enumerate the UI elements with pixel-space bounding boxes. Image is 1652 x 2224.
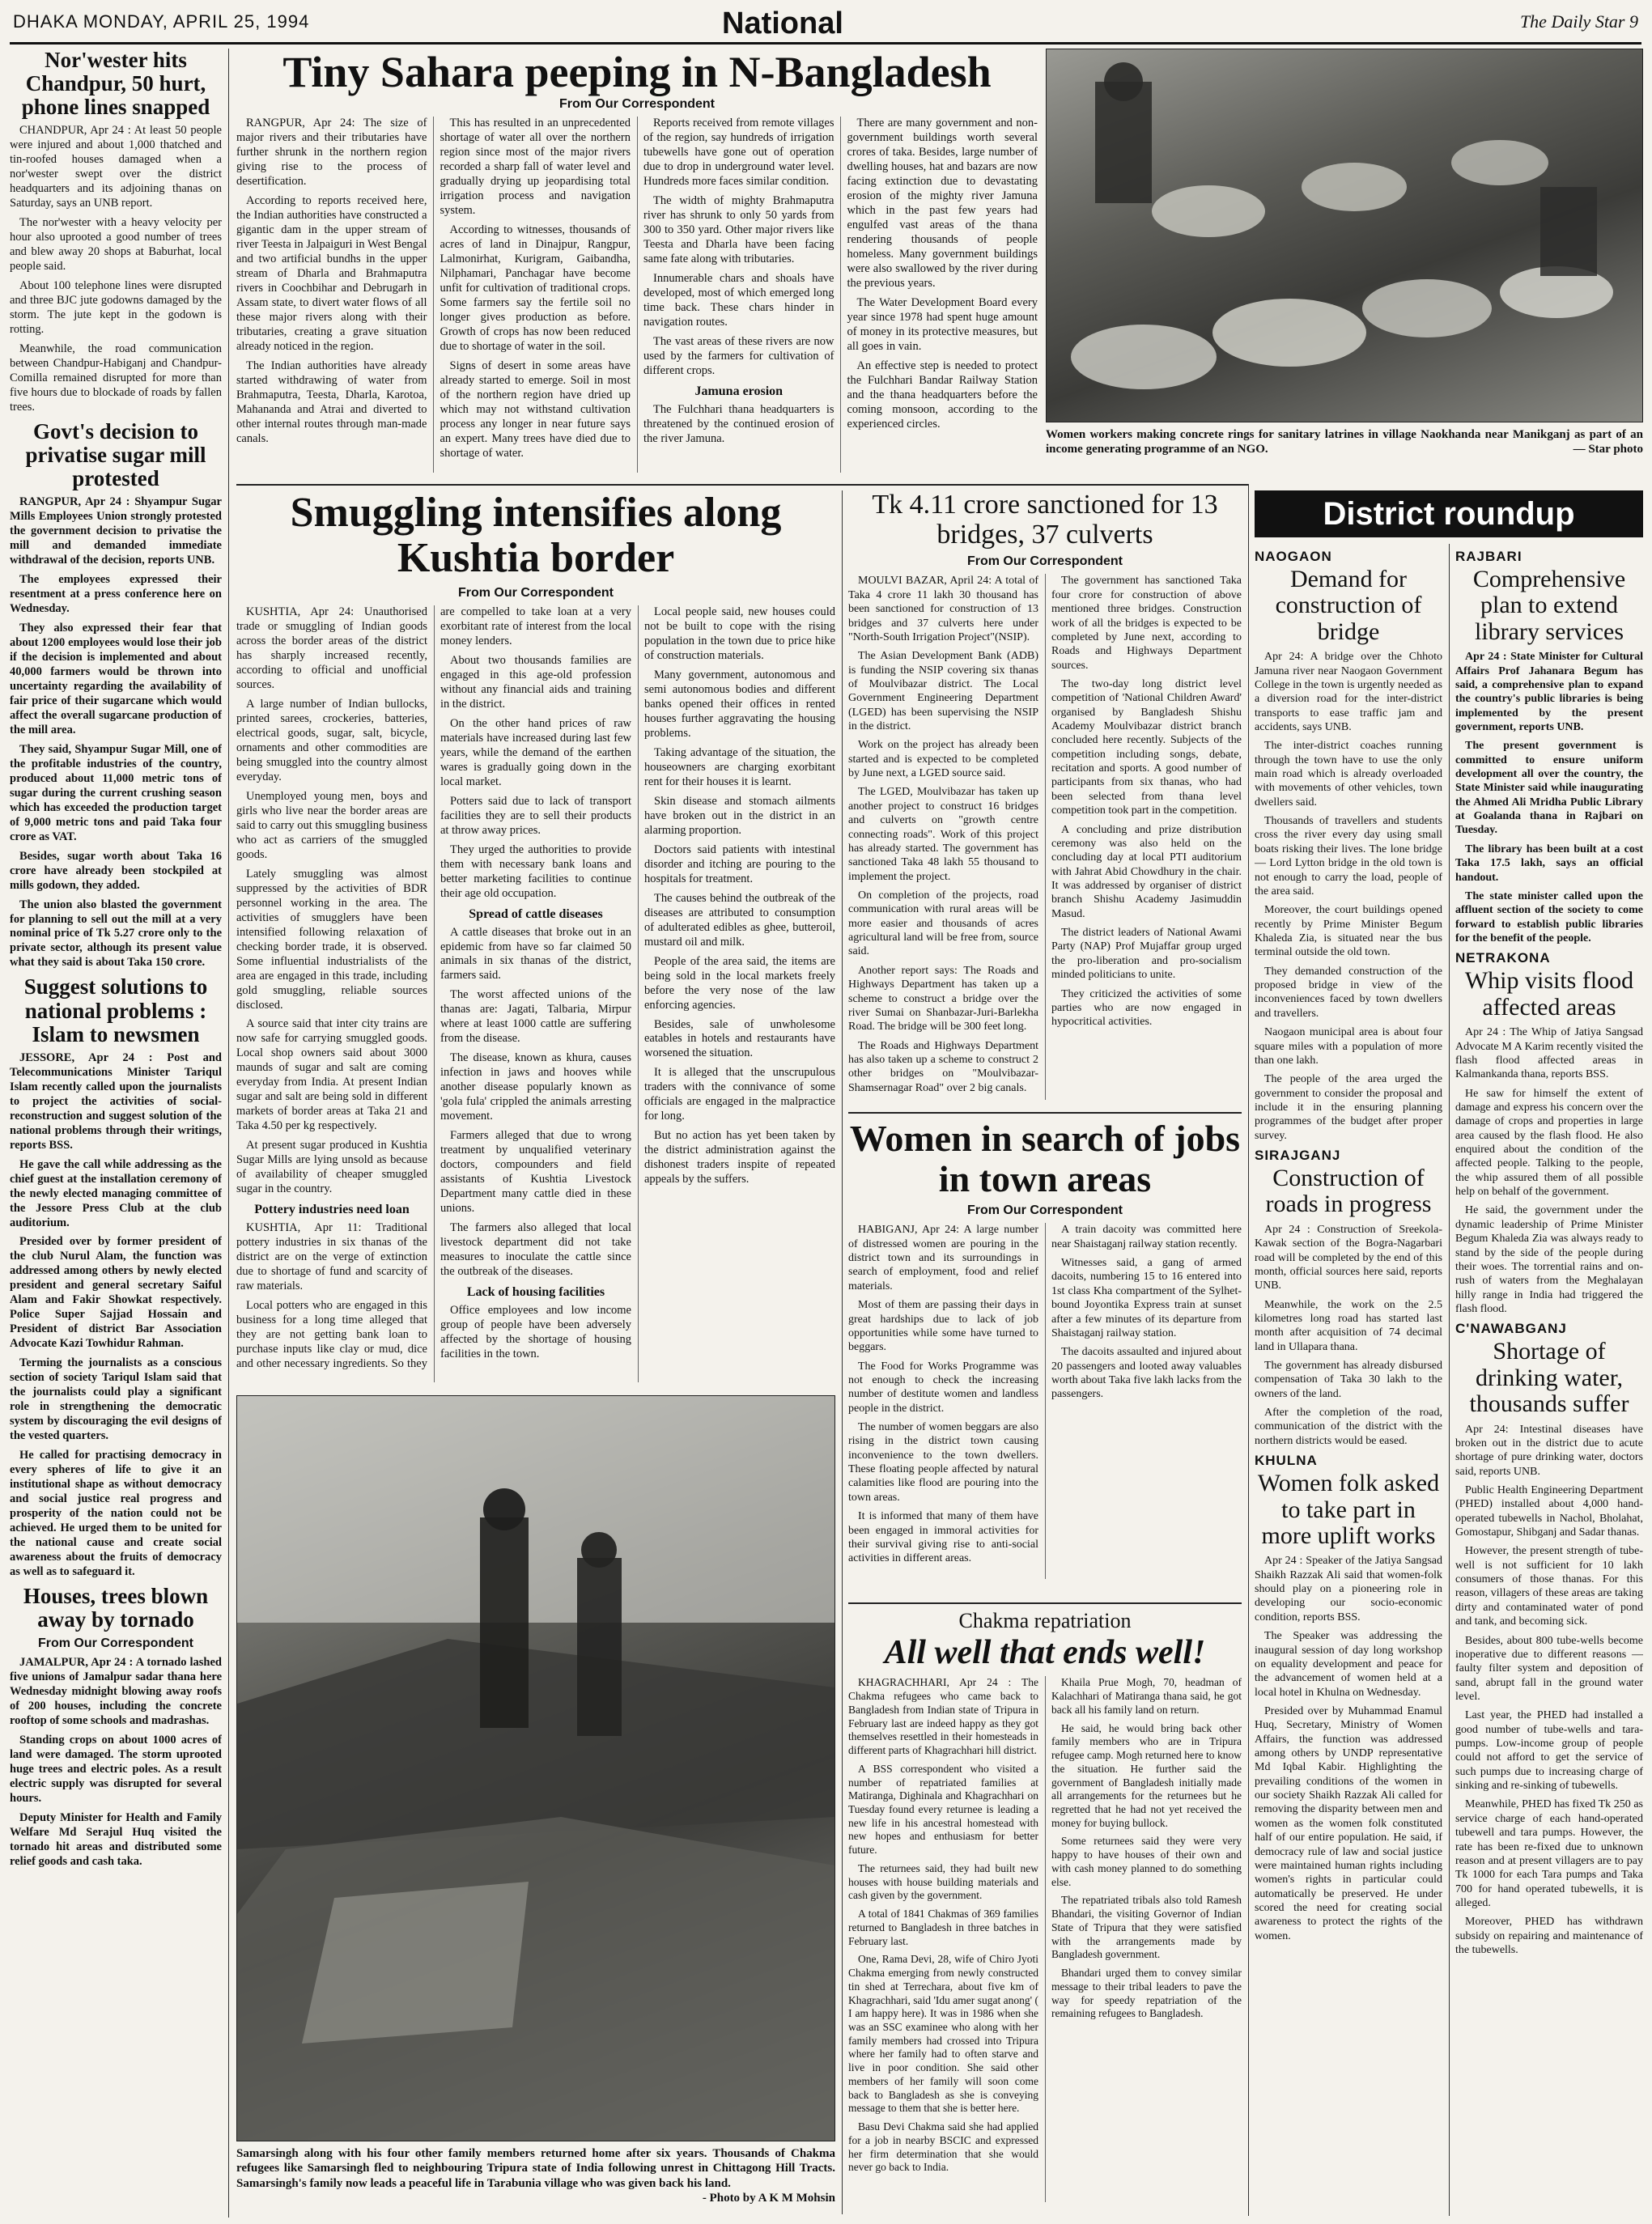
paragraph: The Indian authorities have already started withdrawing of water from Brahmaputra, Teesta, Dharla, Karotoa, Mahananda and Atrai and diverted to other internal routes through man-made canals.	[236, 359, 427, 445]
paragraph: Khaila Prue Mogh, 70, headman of Kalachhari of Matiranga thana said, he got back all his family land on return.	[1051, 1676, 1242, 1716]
paragraph: The Food for Works Programme was not enough to check the increasing number of destitute women and landless people in the district.	[848, 1360, 1038, 1415]
paragraph: The LGED, Moulvibazar has taken up another project to construct 16 bridges and culverts on "growth centre connecting roads". Work of this project has already started. The government has sanctioned Taka 48 lakh 55 thousand to implement the project.	[848, 786, 1038, 883]
paragraph: The width of mighty Brahmaputra river has shrunk to only 50 yards from 300 to 350 yard. Other major rivers like Teesta and Dharla have been facing same fate along with tributaries.	[643, 194, 834, 266]
paragraph: Thousands of travellers and students cross the river every day using small boats risking their lives. The lone bridge — Lord Lytton bridge in the old town is not enough to carry the load, people of the area said.	[1255, 815, 1442, 898]
place-label: NETRAKONA	[1455, 950, 1551, 966]
paragraph: MOULVI BAZAR, April 24: A total of Taka 4 crore 11 lakh 30 thousand has been sanctioned for construction of 13 bridges and 37 culverts here under "North-South Irrigation Project"(NSIP).	[848, 575, 1038, 643]
paragraph: Meanwhile, the work on the 2.5 kilometres long road has started last month after acquisition of 74 decimal land in Ullapara thana.	[1255, 1298, 1442, 1353]
column-rule	[1248, 484, 1249, 2216]
headline: All well that ends well!	[884, 1634, 1206, 1671]
headline: Govt's decision to privatise sugar mill protested	[25, 418, 206, 491]
paragraph: The vast areas of these rivers are now used by the farmers for cultivation of different crops.	[643, 334, 834, 377]
horizontal-rule	[848, 1112, 1242, 1114]
photo-samarsingh	[236, 1395, 835, 2216]
paragraph: The union also blasted the government for planning to sell out the mill at a very nominal price of Tk 5.27 crore only to the private sector, although its present value what they said is about Taka 150 crore.	[10, 898, 222, 970]
headline: Whip visits flood affected areas	[1464, 967, 1634, 1021]
place-label: RAJBARI	[1455, 549, 1522, 564]
section-title: National	[722, 6, 843, 40]
paragraph: An effective step is needed to protect the Fulchhari Bandar Railway Station and the thana headquarters before the coming monsoon, according to the experienced circles.	[847, 359, 1038, 431]
left-column	[10, 49, 222, 2218]
subheading: Spread of cattle diseases	[469, 906, 603, 921]
paragraph: People of the area said, the items are being sold in the local markets freely before the very nose of the law enforcing agencies.	[644, 954, 835, 1012]
paragraph: The library has been built at a cost Taka 17.5 lakh, says an official handout.	[1455, 842, 1643, 884]
paragraph: Apr 24 : The Whip of Jatiya Sangsad Advocate M A Karim recently visited the flash flood affected areas in Kalmankanda thana, reports BSS.	[1455, 1026, 1643, 1081]
roundup-item-khulna	[1255, 1453, 1442, 1943]
paragraph: JESSORE, Apr 24 : Post and Telecommunications Minister Tariqul Islam recently called upon the journalists to project the activities of social-reconstruction and suggest solution of the national problems through their writings, reports BSS.	[10, 1050, 222, 1152]
paragraph: Local people said, new houses could not be built to cope with the rising population in the town due to price hike of construction materials.	[644, 605, 835, 663]
paragraph: But no action has yet been taken by the district administration against the dishonest traders inspite of repeated appeals by the suffers.	[644, 1129, 835, 1186]
paragraph: The present government is committed to ensure uniform development all over the country, the State Minister said while inaugurating the Ahmed Ali Mridha Public Library at Goalanda thana in Rajbari on Tuesday.	[1455, 740, 1643, 837]
article-body	[1455, 1423, 1643, 1958]
article-body	[848, 574, 1242, 1100]
headline: Tiny Sahara peeping in N-Bangladesh	[282, 49, 992, 96]
paragraph: A train dacoity was committed here near Shaistaganj railway station recently.	[1051, 1224, 1242, 1250]
paragraph: Naogaon municipal area is about four square miles with a population of more than one lakh.	[1255, 1026, 1442, 1067]
paragraph: The two-day long district level competition of 'National Children Award' organised by Bangladesh Shishu Academy Moulvibazar district branch concluded here recently. Subjects of the competition including songs, debate, recitation and sports. A good number of participants from six thanas, who had been selected from thana level competition took part in the competition.	[1051, 677, 1242, 817]
place-label: C'NAWABGANJ	[1455, 1321, 1567, 1337]
paragraph: A total of 1841 Chakmas of 369 families returned to Bangladesh in three batches in February last.	[848, 1908, 1038, 1947]
column-rule	[228, 49, 229, 2218]
paragraph: The government has sanctioned Taka four crore for construction of above mentioned three bridges. Construction work of all the bridges is expected to be completed by June next, according to Roads and Highways Department sources.	[1051, 575, 1242, 672]
paragraph: The farmers also alleged that local livestock department did not take measures to inoculate the cattle since the outbreak of the diseases.	[440, 1220, 631, 1278]
roundup-item-cnawabganj	[1455, 1321, 1643, 1957]
roundup-item-sirajganj	[1255, 1148, 1442, 1448]
paragraph: Standing crops on about 1000 acres of land were damaged. The storm uprooted huge trees and electric poles. As a result electric supply was disrupted for several hours.	[10, 1733, 222, 1805]
paragraph: A concluding and prize distribution ceremony was also held on the concluding day at local PTI auditorium with Jahrat Abid Chowdhury in the chair. It was addressed by organiser of district branch Shishu Academy Jasimuddin Masud.	[1051, 823, 1242, 920]
headline: Houses, trees blown away by tornado	[23, 1583, 209, 1632]
paragraph: Local potters who are engaged in this business for a long time alleged that they are not getting bank loan to purchase inputs like clay or mud, dice and other necessary ingredients. So they are compelled to take loan at a very exorbitant rate of interest from the local money lenders.	[236, 605, 631, 1370]
article-sahara	[236, 49, 1038, 477]
paragraph: KUSHTIA, Apr 11: Traditional pottery industries in six thanas of the district are on the verge of extinction due to shortage of fund and scarcity of raw materials.	[236, 1220, 427, 1292]
headline: Nor'wester hits Chandpur, 50 hurt, phone lines snapped	[21, 49, 210, 120]
paragraph: He called for practising democracy in every spheres of life to give it an institutional shape as without democracy and social justice real progress and prosperity of the nation could not be achieved. He urged them to be united for the national cause and create social awareness about the fruits of democracy as well as to safeguard it.	[10, 1449, 222, 1578]
paragraph: Besides, about 800 tube-wells become inoperative due to different reasons — faulty filter system and deposition of sand, abrupt fall in the ground water level.	[1455, 1634, 1643, 1703]
paragraph: The people of the area urged the government to consider the proposal and include it in the ensuring planning programmes of the budget after proper survey.	[1255, 1073, 1442, 1142]
paragraph: On the other hand prices of raw materials have increased during last few years, while the demand of the earthen wares is gradually going down in the local market.	[440, 717, 631, 788]
paragraph: He said, the government under the dynamic leadership of Prime Minister Begum Khaleda Zia was always ready to stand by the side of the people during their woes. The torrential rains and on-rush of waters from the Meghalayan hilly range in India had triggered the flash flood.	[1455, 1204, 1643, 1315]
paragraph: Besides, sugar worth about Taka 16 crore have already been stockpiled at mills godown, they added.	[10, 849, 222, 892]
column-rule	[842, 490, 843, 2214]
paragraph: The Water Development Board every year since 1978 had spent huge amount of money in its protective measures, but all goes in vain.	[847, 295, 1038, 353]
paragraph: Apr 24: A bridge over the Chhoto Jamuna river near Naogaon Government College in the town is urgently needed as a diversion road for the inter-district transports to ease traffic jam and accidents, says UNB.	[1255, 651, 1442, 733]
paragraph: Farmers alleged that due to wrong treatment by unqualified veterinary doctors, compounders and field assistants of Kushtia Livestock Department many cattle died in these unions.	[440, 1129, 631, 1215]
paragraph: About 100 telephone lines were disrupted and three BJC jute godowns damaged by the storm. The jute kept in the godown is rotting.	[10, 279, 222, 337]
article-body	[1255, 1223, 1442, 1448]
headline: Tk 4.11 crore sanctioned for 13 bridges, 37 culverts	[872, 490, 1218, 550]
article-body	[848, 1676, 1242, 2202]
paragraph: KHAGRACHHARI, Apr 24 : The Chakma refugees who came back to Bangladesh from Indian state of Tripura in February last are indeed happy as they got themselves resettled in their homesteads in different parts of Khagrachhari hill district.	[848, 1676, 1038, 1757]
article-bridges	[848, 490, 1242, 1106]
byline: From Our Correspondent	[966, 554, 1123, 569]
article-journalists	[10, 975, 222, 1579]
paragraph: Deputy Minister for Health and Family Welfare Md Serajul Huq visited the tornado hit areas and distributed some relief goods and cash taka.	[10, 1810, 222, 1868]
district-roundup-banner: District roundup	[1255, 490, 1643, 537]
district-roundup-col1	[1255, 544, 1442, 2216]
paragraph: Terming the journalists as a conscious section of society Tariqul Islam said that the journalists could play a significant role in strengthening the democratic system by discouraging the evil designs of the vested quarters.	[10, 1356, 222, 1443]
paragraph: According to reports received here, the Indian authorities have constructed a gigantic dam in the upper stream of river Teesta in Jalpaiguri in West Bengal and two artificial bundhs in the upper stream of Dharla and Brahmaputra rivers in Coochbihar and Debrugarh in Assam state, to divert water flows of all these major rivers along with their tributaries, creating a grave situation already noticed in the region.	[236, 194, 427, 353]
subheading: Jamuna erosion	[694, 384, 784, 398]
paragraph: He gave the call while addressing as the chief guest at the installation ceremony of the newly elected managing committee of the Jessore Press Club at the club auditorium.	[10, 1157, 222, 1229]
article-smuggling	[236, 490, 835, 1389]
roundup-item-rajbari	[1455, 549, 1643, 945]
roundup-item-naogaon	[1255, 549, 1442, 1143]
paragraph: The district leaders of National Awami Party (NAP) Prof Mujaffar group urged the pro-liberation and pro-socialism minded politicians to unite.	[1051, 927, 1242, 982]
paragraph: Besides, sale of unwholesome eatables in hotels and restaurants have worsened the situation.	[644, 1017, 835, 1060]
photo-concrete-rings	[1046, 49, 1643, 477]
section-kicker: Chakma repatriation	[958, 1609, 1132, 1632]
paragraph: He saw for himself the extent of damage and express his concern over the damage of crops and properties in large area caused by the flash flood. He also enquired about the condition of the affected people. Talking to the people, the whip assured them of all possible help on behalf of the government.	[1455, 1087, 1643, 1199]
paragraph: They also expressed their fear that about 1200 employees would lose their job if the decision is implemented and about 40,000 farmers would be thrown into uncertainty regarding the availability of fair price of their sugarcane which would affect the overall sugarcane production of the mill area.	[10, 622, 222, 736]
paragraph: Witnesses said, a gang of armed dacoits, numbering 15 to 16 entered into 1st class Kha compartment of the Sylhet-bound Joyontika Express train at sunset after a few minutes of its departure from Shaistaganj railway station.	[1051, 1257, 1242, 1339]
paragraph: Apr 24 : Construction of Sreekola-Kawak section of the Bogra-Nagarbari road will be completed by the end of this month, official sources here said, reports UNB.	[1255, 1223, 1442, 1292]
paragraph: The repatriated tribals also told Ramesh Bhandari, the visiting Governor of Indian State of Tripura that they were satisfied with the arrangements made by Bangladesh government.	[1051, 1894, 1242, 1961]
headline: Smuggling intensifies along Kushtia border	[290, 490, 782, 582]
paragraph: Public Health Engineering Department (PHED) installed about 4,000 hand-operated tubewells in Nachol, Bholahat, Gomostapur, Shibganj and Sadar thanas.	[1455, 1483, 1643, 1539]
paragraph: The Roads and Highways Department has also taken up a scheme to construct 2 other bridges on "Moulvibazar-Shamsernagar Road" over 2 big canals.	[848, 1039, 1038, 1094]
article-tornado	[10, 1585, 222, 1870]
paragraph: This has resulted in an unprecedented shortage of water all over the northern region since most of the major rivers recorded a sharp fall of water level and gradually drying up jeopardising total irrigation process and navigation system.	[440, 117, 631, 218]
paragraph: He said, he would bring back other family members who are in Tripura refugee camp. Mogh returned here to know the situation. He further said the government of Bangladesh initially made all arrangements for the returnees but he regretted that he had not yet received the money for buying bullock.	[1051, 1721, 1242, 1829]
paragraph: Moreover, the court buildings opened recently by Prime Minister Begum Khaleda Zia, is situated near the bus terminal outside the old town.	[1255, 904, 1442, 959]
paragraph: They demanded construction of the proposed bridge in view of the inconveniences faced by town dwellers and travellers.	[1255, 965, 1442, 1020]
paragraph: Reports received from remote villages of the region, say hundreds of irrigation tubewells have gone out of operation due to drop in underground water level. Hundreds more faces similar condition.	[643, 117, 834, 189]
article-chakma	[848, 1609, 1242, 2216]
paragraph: The Speaker was addressing the inaugural session of day long workshop on equality development and peace for the advancement of women held at a local hotel in Khulna on Wednesday.	[1255, 1630, 1442, 1699]
paragraph: However, the present strength of tube-well is not sufficient for 10 lakh consumers of those thanas. For this reason, villagers of these areas are taking dirty and contaminated water of pond and tank, and becoming sick.	[1455, 1545, 1643, 1628]
paragraph: They said, Shyampur Sugar Mill, one of the profitable industries of the country, produced about 11,000 metric tons of sugar during the current crushing season which has exceeded the production target of 9,000 metric tons and paid Taka four crore as VAT.	[10, 742, 222, 843]
article-body	[10, 495, 222, 970]
byline: From Our Correspondent	[457, 586, 614, 601]
article-body	[1455, 1025, 1643, 1316]
headline: Comprehensive plan to extend library services	[1472, 566, 1626, 645]
paragraph: The dacoits assaulted and injured about 20 passengers and looted away valuables worth about Taka five lakh lacks from the passengers.	[1051, 1346, 1242, 1401]
headline: Demand for construction of bridge	[1275, 566, 1422, 645]
paragraph: Another report says: The Roads and Highways Department has taken up a scheme to construct a bridge over the river Sumai on Shanbazar-Juri-Barlekha Road. The bridge will be 300 feet long.	[848, 964, 1038, 1033]
paragraph: The causes behind the outbreak of the diseases are attributed to consumption of adulterated edibles as ghee, butteroil, mustard oil and milk.	[644, 891, 835, 949]
photo-illustration	[1047, 49, 1642, 422]
paragraph: Presided over by former president of the club Nurul Alam, the function was addressed among others by newly elected president and general secretary Saiful Alam and Fakir Showkat respectively. Police Super Sajjad Hossain and President of district Bar Association Advocate Kazi Towhidur Rahman.	[10, 1235, 222, 1351]
horizontal-rule	[236, 484, 1248, 486]
caption-text: Samarsingh along with his four other family members returned home after six years. Thousands of Chakma refugees like Samarsingh fled to neighbouring Tripura state of India following unrest in Chittagong Hill Tracts. Samarsingh's family now leads a peaceful life in Tarabunia village who was given back his land.	[236, 2147, 835, 2190]
article-norwester	[10, 49, 222, 415]
place-label: NAOGAON	[1255, 549, 1332, 564]
paragraph: Signs of desert in some areas have already started to emerge. Soil in most of the northern region have dried up which may not withstand cultivation process any longer in near future says an expert. Many trees have died due to shortage of water.	[440, 359, 631, 460]
paragraph: They urged the authorities to provide them with necessary bank loans and better marketing facilities to continue their age old occupation.	[440, 842, 631, 900]
paragraph: It is alleged that the unscrupulous traders with the connivance of some officials are engaged in the malpractice for long.	[644, 1066, 835, 1123]
paragraph: Most of them are passing their days in great hardships due to lack of job opportunities while some have turned to beggars.	[848, 1299, 1038, 1354]
byline: From Our Correspondent	[558, 97, 715, 112]
headline: Suggest solutions to national problems : Islam to newsmen	[23, 974, 208, 1046]
paragraph: The inter-district coaches running through the town have to use the only main road which is already overloaded with movements of other vehicles, town dwellers said.	[1255, 740, 1442, 809]
paragraph: Some returnees said they were very happy to have houses of their own and with cash money planned to do something else.	[1051, 1835, 1242, 1888]
article-body	[10, 1051, 222, 1580]
paragraph: RANGPUR, Apr 24 : Shyampur Sugar Mills Employees Union strongly protested the government decision to privatise the mill and demanded immediate withdrawal of the decision, reports UNB.	[10, 495, 222, 567]
paragraph: Meanwhile, the road communication between Chandpur-Habiganj and Chandpur-Comilla remained disrupted for more than five hours due to blockade of roads by fallen trees.	[10, 342, 222, 414]
paragraph: According to witnesses, thousands of acres of land in Dinajpur, Rangpur, Lalmonirhat, Kurigram, Gaibandha, Nilphamari, Panchagar have become unfit for cultivation of traditional crops. Some farmers say the fertile soil no longer gives production as before. Growth of crops has now been reduced due to shortage of water in the soil.	[440, 223, 631, 353]
photo-image	[236, 1395, 835, 2141]
paragraph: After the completion of the road, communication of the district with the northern districts would be eased.	[1255, 1407, 1442, 1447]
paragraph: Apr 24 : Speaker of the Jatiya Sangsad Shaikh Razzak Ali said that women-folk should play on a pioneering role in developing our socio-economic condition, reports BSS.	[1255, 1555, 1442, 1623]
page-number: The Daily Star 9	[1519, 11, 1638, 32]
paragraph: One, Rama Devi, 28, wife of Chiro Jyoti Chakma emerging from newly constructed tin shed at Terrechara, about five km of Khagrachhari, said 'Idu amer sugat anong' ( I am happy here). It was in 1986 when she was an SSC examinee who along with her family members had crossed into Tripura where her family had to often starve and live in poor condition. She said other members of her family will soon come back to Bangladesh as she is conveying message to them that she is better here.	[848, 1953, 1038, 2115]
paragraph: The nor'wester with a heavy velocity per hour also uprooted a good number of trees and blew away 20 shops at Baburhat, local people said.	[10, 216, 222, 274]
article-body	[236, 605, 835, 1382]
article-body	[1255, 1554, 1442, 1943]
district-roundup-col2	[1455, 544, 1643, 2216]
paragraph: A cattle diseases that broke out in an epidemic from have so far claimed 50 animals in six thanas of the district, farmers said.	[440, 925, 631, 983]
subheading: Lack of housing facilities	[466, 1284, 605, 1299]
paragraph: About two thousands families are engaged in this age-old profession without any financial aids and training in the district.	[440, 654, 631, 711]
article-body	[10, 124, 222, 414]
paragraph: The worst affected unions of the thanas are: Jagati, Talbaria, Mirpur where at least 1000 cattle are suffering from the disease.	[440, 988, 631, 1046]
masthead	[10, 5, 1641, 45]
subheading: Pottery industries need loan	[254, 1203, 410, 1217]
paragraph: CHANDPUR, Apr 24 : At least 50 people were injured and about 1,000 thatched and tin-roofed houses damaged when a nor'wester swept over the district headquarters and its adjoining thanas on Saturday, says an UNB report.	[10, 124, 222, 210]
paragraph: On completion of the projects, road communication with rural areas will be more easier and thousands of acres agricultural land will be free from, source said.	[848, 889, 1038, 958]
paragraph: Apr 24: Intestinal diseases have broken out in the district due to acute shortage of pure drinking water, doctors said, reports UNB.	[1455, 1423, 1643, 1478]
paragraph: The government has already disbursed compensation of Taka 30 lakh to the owners of the land.	[1255, 1360, 1442, 1400]
caption-text: Women workers making concrete rings for sanitary latrines in village Naokhanda near Manikganj as part of an income generating programme of an NGO.	[1046, 428, 1643, 456]
paragraph: Office employees and low income group of people have been adversely affected by the shortage of housing facilities in the town.	[440, 1303, 631, 1360]
article-body	[236, 117, 1038, 473]
paragraph: It is informed that many of them have been engaged in immoral activities for their survival giving rise to anti-social activities in different areas.	[848, 1510, 1038, 1565]
paragraph: Potters said due to lack of transport facilities they are to sell their products at throw away prices.	[440, 794, 631, 837]
paragraph: Work on the project has already been started and is expected to be completed by June next, a LGED source said.	[848, 739, 1038, 780]
paragraph: Lately smuggling was almost suppressed by the activities of BDR personnel working in the area. The activities of smugglers have been intensified following relaxation of checking border trade, it is observed. Some influential industrialists of the area are engaged in this trade, including gold smuggling, reliable sources disclosed.	[236, 867, 427, 1012]
paragraph: There are many government and non-government buildings worth several crores of taka. Besides, large number of dwelling houses, hat and bazars are now facing extinction due to devastating erosion of the mighty river Jamuna which in the past few years had engulfed vast areas of the thana rendering thousands of people homeless. Many government buildings were also swallowed by the river during the previous years.	[847, 117, 1038, 290]
paragraph: The Fulchhari thana headquarters is threatened by the continued erosion of the river Jamuna.	[643, 402, 834, 445]
byline: From Our Correspondent	[37, 1636, 193, 1651]
paragraph: Apr 24 : State Minister for Cultural Affairs Prof Jahanara Begum has said, a comprehensive plan to expand the country's public libraries is being implemented by the present government, reports UNB.	[1455, 651, 1643, 733]
photo-illustration	[237, 1396, 834, 2141]
paragraph: Basu Devi Chakma said she had applied for a job in nearby BSCIC and expressed her firm determination that she would never go back to India.	[848, 2120, 1038, 2174]
paragraph: At present sugar produced in Kushtia Sugar Mills are lying unsold as because of availability of cheaper smuggled sugar in the country.	[236, 1139, 427, 1196]
paragraph: The employees expressed their resentment at a press conference here on Wednesday.	[10, 573, 222, 616]
paragraph: Presided over by Muhammad Enamul Huq, Secretary, Ministry of Women Affairs, the function was addressed among others by UNDP representative Md Iqbal Kabir. Highlighting the prevailing conditions of the women in our society Shaikh Razzak Ali called for removing the disparity between men and women as the women folk constituted half of our entire population. He said, if democracy rule of law and social justice were maintained human rights including women's rights in particular could automatically be preserved. He under scored the need for creating social awareness to protect the rights of the women.	[1255, 1704, 1442, 1942]
paragraph: A source said that inter city trains are now safe for carrying smuggled goods. Local shop owners said about 3000 maunds of sugar and salt are coming everyday from India. At present Indian sugar and salt are being sold in different markets of border areas at Taka 21 and Taka 4.50 per kg respectively.	[236, 1017, 427, 1133]
roundup-item-netrakona	[1455, 950, 1643, 1316]
paragraph: KUSHTIA, Apr 24: Unauthorised trade or smuggling of Indian goods across the border areas of the district has sharply increased recently, according to official and unofficial sources.	[236, 605, 427, 692]
photo-image	[1046, 49, 1643, 422]
paragraph: RANGPUR, Apr 24: The size of major rivers and their tributaries have further shrunk in the northern region giving rise to the process of desertification.	[236, 117, 427, 189]
paragraph: Skin disease and stomach ailments have broken out in the district in an alarming proportion.	[644, 794, 835, 837]
headline: Construction of roads in progress	[1265, 1165, 1432, 1218]
paragraph: Innumerable chars and shoals have developed, most of which emerged long time back. These chars hinder in navigation routes.	[643, 272, 834, 329]
photo-credit: — Star photo	[1573, 443, 1643, 456]
article-body	[10, 1656, 222, 1870]
paragraph: HABIGANJ, Apr 24: A large number of distressed women are pouring in the district town and its surroundings in search of employment, food and relief materials.	[848, 1224, 1038, 1292]
article-body	[848, 1223, 1242, 1579]
paragraph: Unemployed young men, boys and girls who live near the border areas are said to carry out this smuggling business who act as carriers of the smuggled goods.	[236, 789, 428, 861]
paragraph: The returnees said, they had built new houses with house building materials and cash given by the government.	[848, 1861, 1038, 1902]
article-sugar-mill	[10, 420, 222, 971]
paragraph: Many government, autonomous and semi autonomous bodies and different banks opened their offices in rented houses further aggravating the housing problems.	[644, 668, 835, 741]
paragraph: The state minister called upon the affluent section of the society to come forward to establish public libraries for the benefit of the people.	[1455, 889, 1643, 944]
article-body	[1255, 650, 1442, 1143]
paragraph: Moreover, PHED has withdrawn subsidy on repairing and maintenance of the tubewells.	[1455, 1916, 1643, 1957]
photo-credit: - Photo by A K M Mohsin	[702, 2191, 835, 2205]
place-label: SIRAJGANJ	[1255, 1148, 1341, 1164]
article-body	[1455, 650, 1643, 945]
headline: Women folk asked to take part in more uplift works	[1257, 1470, 1440, 1549]
paragraph: The disease, known as khura, causes infection in jaws and hooves while another disease popularly known as 'gola fula' crippled the animals arresting movement.	[440, 1051, 631, 1123]
paragraph: JAMALPUR, Apr 24 : A tornado lashed five unions of Jamalpur sadar thana here Wednesday midnight blowing away roofs of 200 houses, including the concrete rooftop of some schools and madrashas.	[10, 1656, 222, 1727]
article-women-jobs	[848, 1118, 1242, 1596]
byline: From Our Correspondent	[966, 1203, 1123, 1218]
column-rule	[1449, 544, 1450, 2216]
paragraph: The Asian Development Bank (ADB) is funding the NSIP covering six thanas of Moulvibazar district. The Local Government Engineering Department (LGED) has been supervising the NSIP in the district.	[848, 650, 1038, 733]
horizontal-rule	[848, 1602, 1242, 1604]
place-label: KHULNA	[1255, 1453, 1318, 1469]
paragraph: Doctors said patients with intestinal disorder and itching are pouring to the hospitals for treatment.	[644, 842, 835, 885]
photo-caption	[236, 2146, 835, 2205]
paragraph: Bhandari urged them to convey similar message to their tribal leaders to pave the way for speedy repatriation of the remaining refugees to Bangladesh.	[1051, 1967, 1242, 2020]
paragraph: Taking advantage of the situation, the houseowners are charging exorbitant rent for their houses it is learnt.	[644, 746, 835, 788]
paragraph: The number of women beggars are also rising in the district town causing inconvenience to the town dwellers. These floating people affected by natural calamities like flood are pouring into the town areas.	[848, 1421, 1038, 1504]
headline: Women in search of jobs in town areas	[849, 1118, 1241, 1199]
paragraph: Last year, the PHED had installed a good number of tube-wells and tara-pumps. Low-income group of people could not afford to get the service of such pumps due to increasing charge of sinking and re-sinking of tubewells.	[1455, 1709, 1643, 1793]
headline: Shortage of drinking water, thousands suffer	[1469, 1338, 1629, 1418]
photo-caption	[1046, 427, 1643, 457]
dateline: DHAKA MONDAY, APRIL 25, 1994	[13, 11, 310, 32]
paragraph: Meanwhile, PHED has fixed Tk 250 as service charge of each hand-operated tubewell and tara pumps. However, the rate has been re-fixed due to unknown reason and at present villagers are to pay Tk 1000 for each Tara pumps and Taka 700 for hand operated tubewells, it is alleged.	[1455, 1798, 1643, 1909]
paragraph: They criticized the activities of some parties who are now engaged in hypocritical activities.	[1051, 987, 1242, 1029]
paragraph: A BSS correspondent who visited a number of repatriated families at Matiranga, Dighinala and Khagrachhari on Tuesday found every returnee is leading a new life in his ancestral homestead with new hopes and enthusiasm for better future.	[848, 1762, 1038, 1857]
paragraph: A large number of Indian bullocks, printed sarees, crockeries, batteries, electrical goods, sugar, salt, bicycle, ornaments and other commodities are being smuggled into the country almost everyday.	[236, 698, 427, 783]
